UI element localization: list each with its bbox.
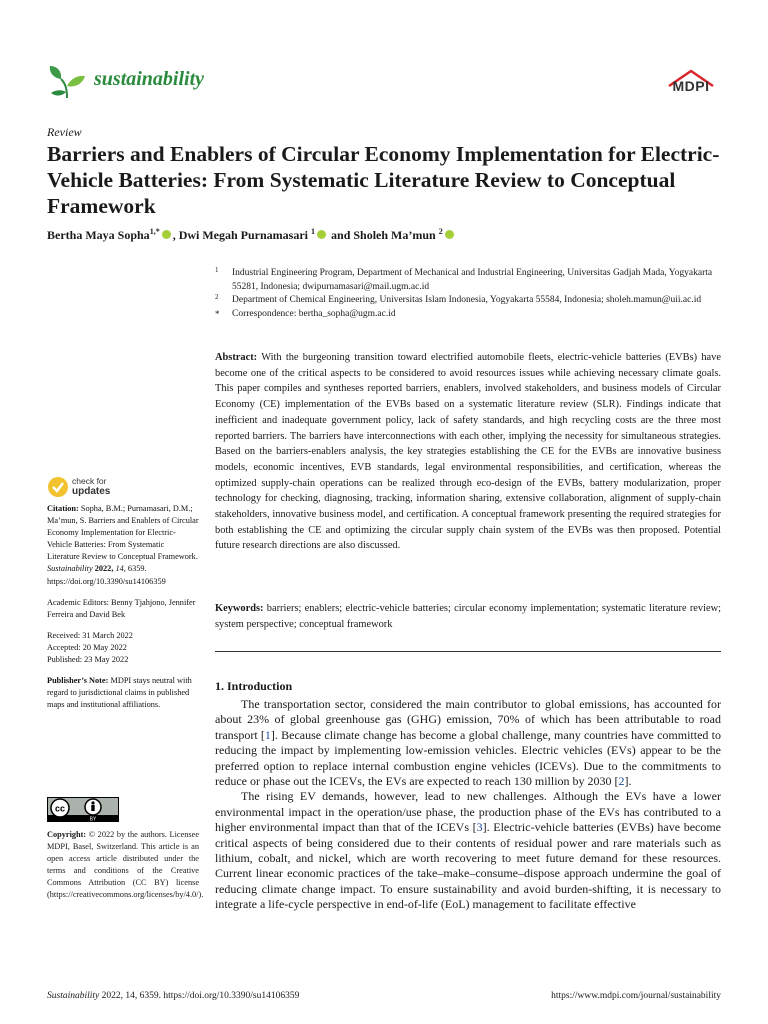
check-for-updates-badge[interactable]: [47, 476, 167, 500]
abstract-text: With the burgeoning transition toward electrified automobile fleets, electric-vehicle batteries (EVBs) have become one of the critical aspects to be considered to avoid resources issues while achieving necessary climate goals. This paper compiles and syntheses reported barriers, enablers, involved stakeholders, and business models of Circular Economy (CE) implementation of the EVBs based on a systematic literature review (SLR). Findings indicate that inefficient and inadequate government policy, lack of safety standards, and high recycling costs are the three most reported barriers. The barriers have interconnections with each other, implying the necessity for simultaneous strategies. Based on the barriers-enablers analysis, the key strategies establishing the CE for the EVBs are innovative business models, economic incentives, EVB standards, legal environmental responsibilities, and certification, whereas the optimized supply-chain operations can be realized through eco-design of the EVBs, battery modularization, proper technology for checking, diagnosing, tracking, information sharing, extensive collaboration, alignment of supply-chain stakeholders, innovative business model, and certification. A conceptual framework presenting the required strategies for both establishing the CE and optimizing the circular supply chain system of the EVBs was then proposed. Potential future research directions are also discussed.: [215, 352, 721, 552]
citation-link[interactable]: 1: [264, 727, 271, 742]
check-updates-line: updates: [72, 486, 111, 497]
paragraph-text: ].: [624, 774, 632, 789]
cc-by-license-icon[interactable]: [47, 797, 119, 822]
footer-journal: Sustainability: [47, 991, 100, 1001]
affiliation-text: Industrial Engineering Program, Department of Mechanical and Industrial Engineering, Universitas Gadjah Mada, Yogyakarta 55281, Indonesia; dwipurnamasari@mail.ugm.ac.id: [232, 268, 713, 292]
svg-text:cc: cc: [54, 803, 66, 814]
affiliation-mark: 2: [215, 293, 219, 301]
footer-doi[interactable]: 2022, 14, 6359. https://doi.org/10.3390/su14106359: [101, 991, 300, 1001]
footer-citation: [47, 991, 299, 1001]
affiliation-text: Department of Chemical Engineering, Universitas Islam Indonesia, Yogyakarta 55584, Indonesia; sholeh.mamun@uii.ac.id: [232, 295, 702, 305]
citation-link[interactable]: 2: [618, 774, 625, 789]
orcid-icon[interactable]: [317, 230, 326, 239]
mdpi-logo-text: MDPI: [672, 78, 710, 94]
paragraph-text: The rising EV demands, however, lead to new challenges. Although the EVs have a lower environmental impact in the operation/use phase, the production phase of the EVs has contributed to a higher environmental impact than that of the ICEVs [: [215, 789, 721, 835]
citation-label: Citation:: [47, 504, 79, 513]
citation-doi[interactable]: 6359. https://doi.org/10.3390/su14106359: [47, 564, 166, 586]
section-divider: [215, 651, 721, 652]
copyright-label: Copyright:: [47, 830, 87, 839]
accepted-date: Accepted: 20 May 2022: [47, 642, 127, 652]
author-name: Sholeh Ma’mun: [353, 228, 436, 242]
orcid-icon[interactable]: [445, 230, 454, 239]
affiliations: [215, 267, 720, 321]
leaf-sprout-icon: [47, 62, 87, 102]
copyright-notice: [47, 829, 204, 902]
affiliation-item: [215, 267, 720, 294]
affiliation-item: [215, 294, 720, 308]
abstract-label: Abstract:: [215, 352, 258, 363]
paragraph-text: The transportation sector, considered the main contributor to global emissions, has accounted for about 23% of global greenhouse gas (GHG) emission, 70% of which has been attributable to road transport [: [215, 697, 721, 742]
author-affiliation-mark: 1: [311, 227, 316, 236]
journal-name: sustainability: [94, 68, 205, 90]
cc-by-label: BY: [89, 816, 97, 822]
paragraph-text: ]. Because climate change has become a global challenge, many countries have committed to reducing the impact by implementing low-emission vehicles. Electric vehicles (EVs) appear to be the preferred option to replace internal combustion engine vehicles (ICEVs). Due to the commitments to reduce or phase out the ICEVs, the EVs are expected to reach 130 million by 2030 [: [215, 727, 721, 789]
citation-journal: Sustainability: [47, 564, 93, 574]
orcid-icon[interactable]: [162, 230, 171, 239]
author-affiliation-mark: 2: [438, 227, 443, 236]
section-heading: 1. Introduction: [215, 679, 293, 693]
author-separator: ,: [172, 228, 179, 242]
published-date: Published: 23 May 2022: [47, 655, 129, 665]
author-affiliation-mark: 1,*: [149, 227, 160, 236]
introduction-body: [215, 697, 721, 913]
article-type: Review: [47, 125, 82, 139]
paragraph: [215, 697, 721, 789]
citation-year: 2022,: [94, 564, 114, 574]
paragraph-text: ]. Electric-vehicle batteries (EVBs) have become critical aspects of being considered due to their contents of residual power and rare materials such as lithium, cobalt, and nickel, which are worth recovering to meet future demand for these resources. Current linear economic practices of the take–make–consume–dispose approach undermine the goal of reducing climate change impact. To ensure sustainability and avoid burden-shifting, it is necessary to integrate a life-cycle perspective in end-of-life (EoL) management to facilitate effective: [215, 820, 722, 912]
note-label: Publisher’s Note:: [47, 676, 109, 686]
affiliation-mark: 1: [215, 266, 219, 274]
citation-block: [47, 503, 199, 588]
copyright-text: © 2022 by the authors. Licensee MDPI, Basel, Switzerland. This article is an open access article distributed under the terms and conditions of the Creative Commons Attribution (CC BY) license (https://creativecommons.org/licenses/by/4.0/).: [47, 830, 204, 900]
keywords: [215, 601, 721, 632]
publishers-note: [47, 675, 199, 711]
citation-volume: 14,: [115, 564, 126, 574]
affiliation-item: [215, 308, 720, 322]
article-title: Barriers and Enablers of Circular Economy Implementation for Electric-Vehicle Batteries: From Systematic Literature Review to Conceptual Framework: [47, 142, 720, 218]
author-name: Bertha Maya Sopha: [47, 228, 150, 242]
affiliation-mark: *: [215, 308, 220, 319]
keywords-text: barriers; enablers; electric-vehicle batteries; circular economy implementation; systematic literature review; system perspective; conceptual framework: [215, 603, 721, 630]
keywords-label: Keywords:: [215, 603, 264, 614]
academic-editors: Academic Editors: Benny Tjahjono, Jennifer Ferreira and David Bek: [47, 597, 196, 619]
received-date: Received: 31 March 2022: [47, 630, 133, 640]
paragraph: [215, 789, 721, 912]
author-name: Dwi Megah Purnamasari: [178, 228, 309, 242]
dates-block: [47, 630, 199, 666]
citation-link[interactable]: 3: [476, 820, 483, 835]
article-info-sidebar: [47, 503, 199, 720]
citation-text: Sopha, B.M.; Purnamasari, D.M.; Ma’mun, S. Barriers and Enablers of Circular Economy Implementation for Electric-Vehicle Batteries: From Systematic Literature Review to Conceptual Framework.: [47, 504, 199, 562]
author-separator: and: [328, 228, 354, 242]
check-updates-text: [72, 476, 110, 497]
mdpi-logo: [665, 68, 717, 96]
check-updates-line: check for: [72, 476, 107, 486]
check-updates-icon: [47, 476, 69, 498]
footer-journal-url[interactable]: https://www.mdpi.com/journal/sustainability: [551, 991, 721, 1001]
note-text: MDPI stays neutral with regard to jurisdictional claims in published maps and institutional affiliations.: [47, 676, 192, 710]
author-list: [47, 227, 727, 243]
abstract: [215, 350, 721, 554]
correspondence-text: Correspondence: bertha_sopha@ugm.ac.id: [232, 308, 396, 319]
